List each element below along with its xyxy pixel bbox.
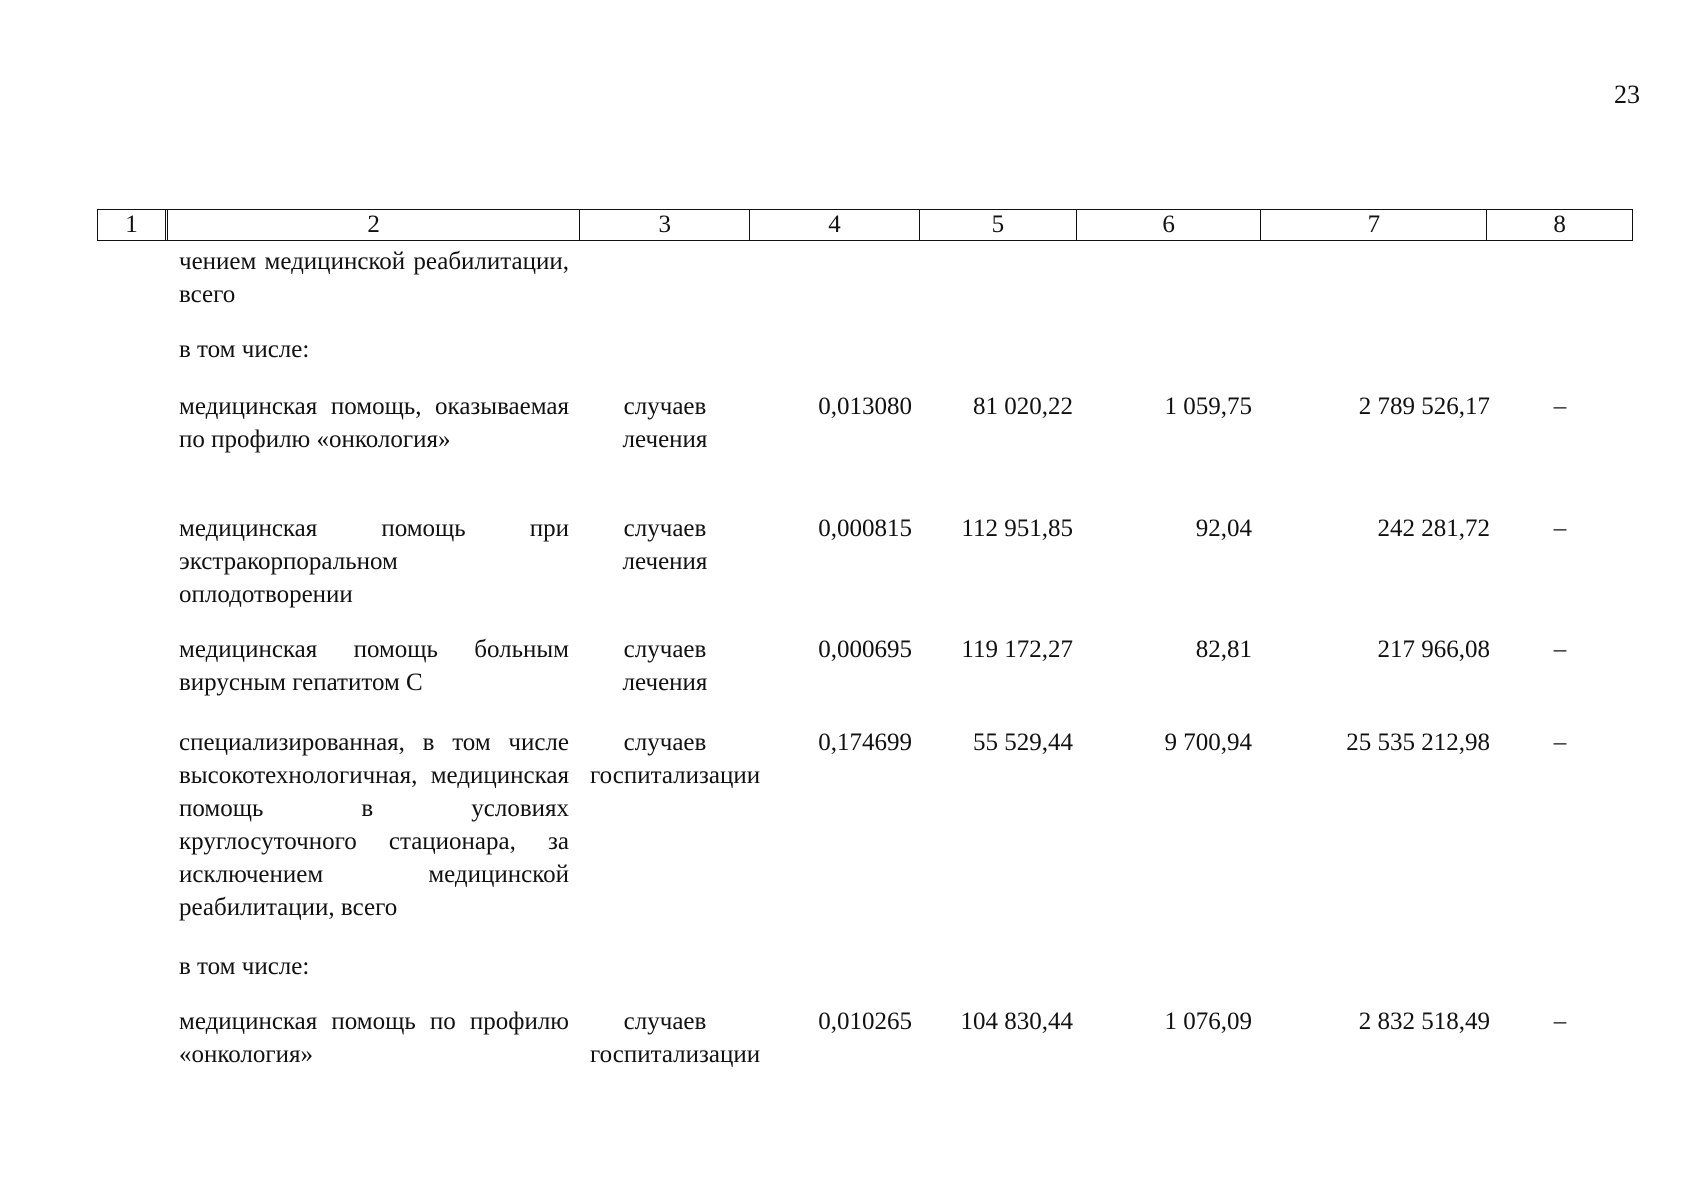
- row-name-oncology-day: медицинская помощь, оказываемая по профилю «онкология»: [179, 393, 569, 453]
- continuation-name: чением медицинской реабилитации, всего: [179, 248, 569, 308]
- row-col-8: –: [1553, 393, 1567, 420]
- row-col-8: –: [1553, 1008, 1567, 1035]
- row-unit: случаев лечения: [622, 515, 708, 575]
- row-col-8: –: [1553, 729, 1567, 756]
- row-col-7: 217 966,08: [1377, 636, 1490, 663]
- header-col-4: 4: [750, 210, 920, 240]
- row-col-7: 242 281,72: [1377, 515, 1490, 542]
- table-header-row: [97, 209, 1633, 241]
- row-col-7: 2 789 526,17: [1358, 393, 1490, 420]
- row-col-6: 82,81: [1195, 636, 1252, 663]
- header-col-7: 7: [1261, 210, 1487, 240]
- row-col-7: 25 535 212,98: [1346, 729, 1490, 756]
- row-col-8: –: [1553, 636, 1567, 663]
- header-col-2: 2: [168, 210, 580, 240]
- row-col-5: 104 830,44: [960, 1008, 1073, 1035]
- row-col-6: 1 059,75: [1164, 393, 1252, 420]
- subheading-including-2: в том числе:: [179, 953, 310, 980]
- row-col-4: 0,174699: [818, 729, 912, 756]
- row-name-ivf: медицинская помощь при экстракорпоральном оплодотворении: [179, 515, 569, 608]
- row-name-specialized-inpatient: специализированная, в том числе высокотехнологичная, медицинская помощь в условиях круглосуточного стационара, за исключением медицинской реабилитации, всего: [179, 729, 569, 921]
- page-number: 23: [1614, 80, 1640, 109]
- row-col-8: –: [1553, 515, 1567, 542]
- row-col-6: 92,04: [1195, 515, 1252, 542]
- row-col-4: 0,013080: [818, 393, 912, 420]
- header-col-3: 3: [580, 210, 750, 240]
- header-col-6: 6: [1077, 210, 1262, 240]
- row-col-7: 2 832 518,49: [1358, 1008, 1490, 1035]
- row-col-4: 0,000815: [818, 515, 912, 542]
- header-col-1: 1: [98, 210, 168, 240]
- row-col-6: 9 700,94: [1164, 729, 1252, 756]
- row-col-5: 112 951,85: [961, 515, 1073, 542]
- header-col-5: 5: [920, 210, 1077, 240]
- header-col-8: 8: [1553, 211, 1566, 238]
- row-col-5: 55 529,44: [973, 729, 1073, 756]
- row-name-hepatitis-c: медицинская помощь больным вирусным гепатитом С: [179, 636, 569, 696]
- row-col-4: 0,000695: [818, 636, 912, 663]
- row-unit: случаев лечения: [622, 636, 708, 696]
- row-col-5: 119 172,27: [961, 636, 1073, 663]
- row-name-oncology-inpatient: медицинская помощь по профилю «онкология»: [179, 1008, 569, 1068]
- row-unit: случаев госпитализации: [590, 729, 761, 789]
- row-unit: случаев лечения: [622, 393, 708, 453]
- subheading-including: в том числе:: [179, 336, 310, 363]
- row-col-4: 0,010265: [818, 1008, 912, 1035]
- row-unit: случаев госпитализации: [590, 1008, 761, 1068]
- row-col-6: 1 076,09: [1164, 1008, 1252, 1035]
- row-col-5: 81 020,22: [973, 393, 1073, 420]
